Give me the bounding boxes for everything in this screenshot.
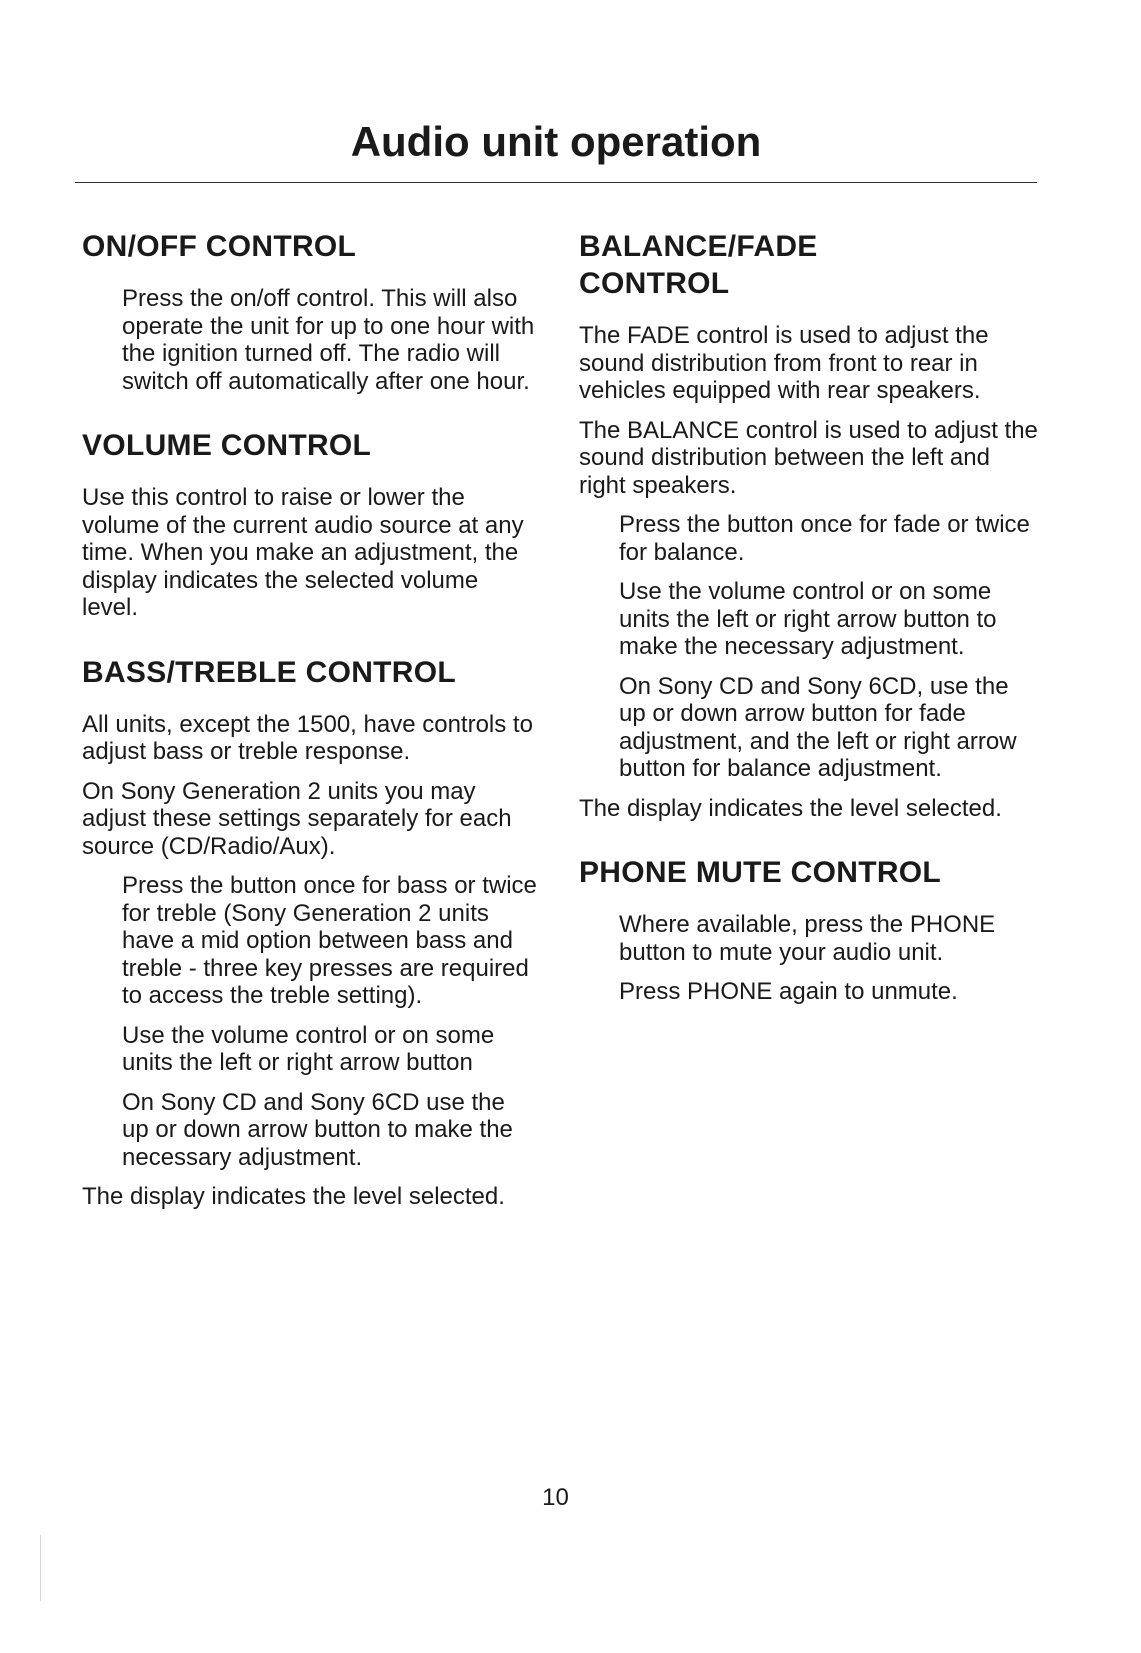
paragraph: The BALANCE control is used to adjust the sound distribution between the left and right speakers. [579, 416, 1038, 499]
paragraph: On Sony Generation 2 units you may adjust these settings separately for each source (CD/Radio/Aux). [82, 777, 512, 860]
paragraph: Use this control to raise or lower the volume of the current audio source at any time. When you make an adjustment, the display indicates the selected volume level. [82, 484, 524, 621]
heading-phone-mute-control: PHONE MUTE CONTROL [579, 856, 942, 889]
right-column [579, 228, 1039, 1038]
section-bass-treble-control [82, 654, 537, 1211]
heading-on-off-control: ON/OFF CONTROL [82, 230, 357, 263]
paragraph: Press the button once for fade or twice for balance. [619, 511, 1030, 566]
paragraph: The FADE control is used to adjust the sound distribution from front to rear in vehicles equipped with rear speakers. [579, 322, 989, 404]
heading-balance-fade-control: BALANCE/FADE CONTROL [579, 230, 818, 300]
paragraph: Press PHONE again to unmute. [619, 978, 958, 1005]
paragraph: Use the volume control or on some units the left or right arrow button to make the necessary adjustment. [619, 578, 997, 660]
heading-volume-control: VOLUME CONTROL [82, 429, 372, 462]
paragraph: On Sony CD and Sony 6CD, use the up or down arrow button for fade adjustment, and the left or right arrow button for balance adjustment. [619, 672, 1017, 782]
section-on-off-control [82, 228, 537, 395]
crop-mark [40, 1535, 41, 1601]
paragraph: Press the button once for bass or twice for treble (Sony Generation 2 units have a mid option between bass and treble - three key presses are required to access the treble setting). [122, 872, 537, 1009]
left-column [82, 228, 537, 1243]
paragraph: Press the on/off control. This will also operate the unit for up to one hour with the ignition turned off. The radio will switch off automatically after one hour. [122, 285, 535, 395]
page-title: Audio unit operation [350, 118, 762, 165]
page-number: 10 [542, 1484, 569, 1511]
paragraph: On Sony CD and Sony 6CD use the up or down arrow button to make the necessary adjustment. [122, 1088, 513, 1171]
paragraph: All units, except the 1500, have controls to adjust bass or treble response. [82, 710, 533, 765]
paragraph: Where available, press the PHONE button to mute your audio unit. [619, 911, 996, 966]
section-balance-fade-control [579, 228, 1039, 822]
title-divider [75, 182, 1037, 183]
section-volume-control [82, 427, 537, 622]
section-phone-mute-control [579, 854, 1039, 1006]
heading-bass-treble-control: BASS/TREBLE CONTROL [82, 655, 457, 689]
paragraph: The display indicates the level selected. [579, 794, 1002, 822]
paragraph: The display indicates the level selected. [82, 1183, 505, 1210]
paragraph: Use the volume control or on some units the left or right arrow button [122, 1021, 495, 1076]
